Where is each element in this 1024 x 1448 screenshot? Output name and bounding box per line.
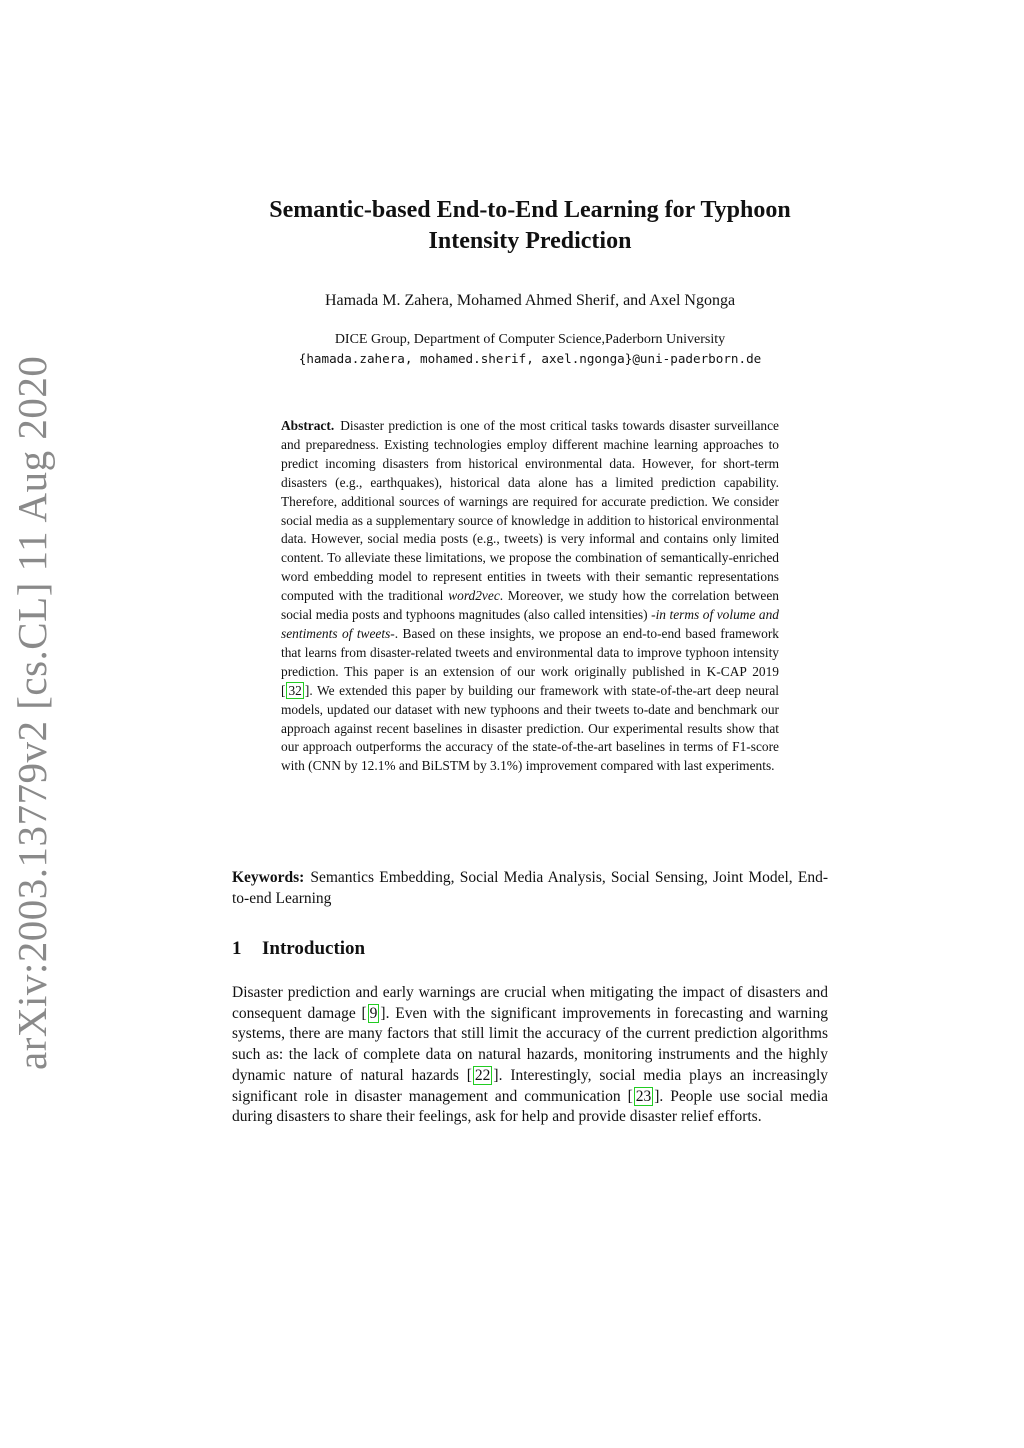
citation-link-23[interactable]: 23 bbox=[635, 1087, 652, 1105]
affiliation: DICE Group, Department of Computer Science,Paderborn University bbox=[334, 332, 726, 347]
citation-link-32[interactable]: 32 bbox=[288, 682, 302, 698]
intro-text-4: ]. People use social media during disasters to share their feelings, ask for help and provide disaster relief efforts. bbox=[232, 1087, 828, 1126]
title-line-2: Intensity Prediction bbox=[428, 228, 632, 254]
citation-link-9[interactable]: 9 bbox=[369, 1004, 378, 1022]
arxiv-identifier: arXiv:2003.13779v2 [cs.CL] 11 Aug 2020 bbox=[9, 355, 55, 1070]
section-title: Introduction bbox=[262, 938, 366, 959]
intro-text-3: ]. Interestingly, social media plays an increasingly significant role in disaster management and communication [ bbox=[232, 1066, 829, 1105]
keywords-text: Semantics Embedding, Social Media Analysis, Social Sensing, Joint Model, End-to-end Learning bbox=[232, 869, 828, 907]
abstract-emphasis-tweets: -in terms of volume and sentiments of tweets- bbox=[281, 607, 779, 641]
abstract-text-4: ]. We extended this paper by building our framework with state-of-the-art deep neural models, updated our dataset with new typhoons and their tweets to-date and benchmark our approach against recent baselines in disaster prediction. Our experimental results show that our approach outperforms the accuracy of the state-of-the-art baselines in terms of F1-score with (CNN by 12.1% and BiLSTM by 3.1%) improvement compared with last experiments. bbox=[281, 682, 779, 774]
citation-link-22[interactable]: 22 bbox=[474, 1066, 491, 1084]
author-emails: {hamada.zahera, mohamed.sherif, axel.ngonga}@uni-paderborn.de bbox=[298, 351, 762, 366]
section-heading-introduction bbox=[232, 938, 828, 960]
abstract-text-2: . Moreover, we study how the correlation between social media posts and typhoons magnitudes (also called intensities) bbox=[281, 588, 779, 623]
paper-title bbox=[200, 195, 860, 257]
author-list: Hamada M. Zahera, Mohamed Ahmed Sherif, and Axel Ngonga bbox=[324, 292, 736, 309]
intro-text-1: Disaster prediction and early warnings are crucial when mitigating the impact of disasters and consequent damage [ bbox=[232, 984, 828, 1022]
introduction-paragraph bbox=[232, 983, 828, 1128]
keywords bbox=[232, 867, 828, 909]
abstract-label: Abstract. bbox=[281, 418, 335, 433]
abstract-text-3: . Based on these insights, we propose an end-to-end based framework that learns from disaster-related tweets and environmental data to improve typhoon intensity prediction. This paper is an extension of our work originally published in K-CAP 2019 [ bbox=[281, 625, 779, 698]
abstract-emphasis-word2vec: word2vec bbox=[448, 588, 500, 604]
title-line-1: Semantic-based End-to-End Learning for Typhoon bbox=[269, 197, 791, 223]
intro-text-2: ]. Even with the significant improvements in forecasting and warning systems, there are many factors that still limit the accuracy of the current prediction algorithms such as: the lack of complete data on natural hazards, monitoring instruments and the highly dynamic nature of natural hazards [ bbox=[232, 1004, 828, 1084]
abstract-text-1: Disaster prediction is one of the most critical tasks towards disaster surveillance and preparedness. Existing technologies employ different machine learning approaches to predict incoming disasters from historical environmental data. However, for short-term disasters (e.g., earthquakes), historical data alone has a limited prediction capability. Therefore, additional sources of warnings are required for accurate prediction. We consider social media as a supplementary source of knowledge in addition to historical environmental data. However, social media posts (e.g., tweets) is very informal and contains only limited content. To alleviate these limitations, we propose the combination of semantically-enriched word embedding model to represent entities in tweets with their semantic representations computed with the traditional bbox=[281, 418, 779, 604]
abstract bbox=[281, 417, 779, 776]
section-number: 1 bbox=[232, 938, 242, 959]
keywords-label: Keywords: bbox=[232, 869, 305, 886]
